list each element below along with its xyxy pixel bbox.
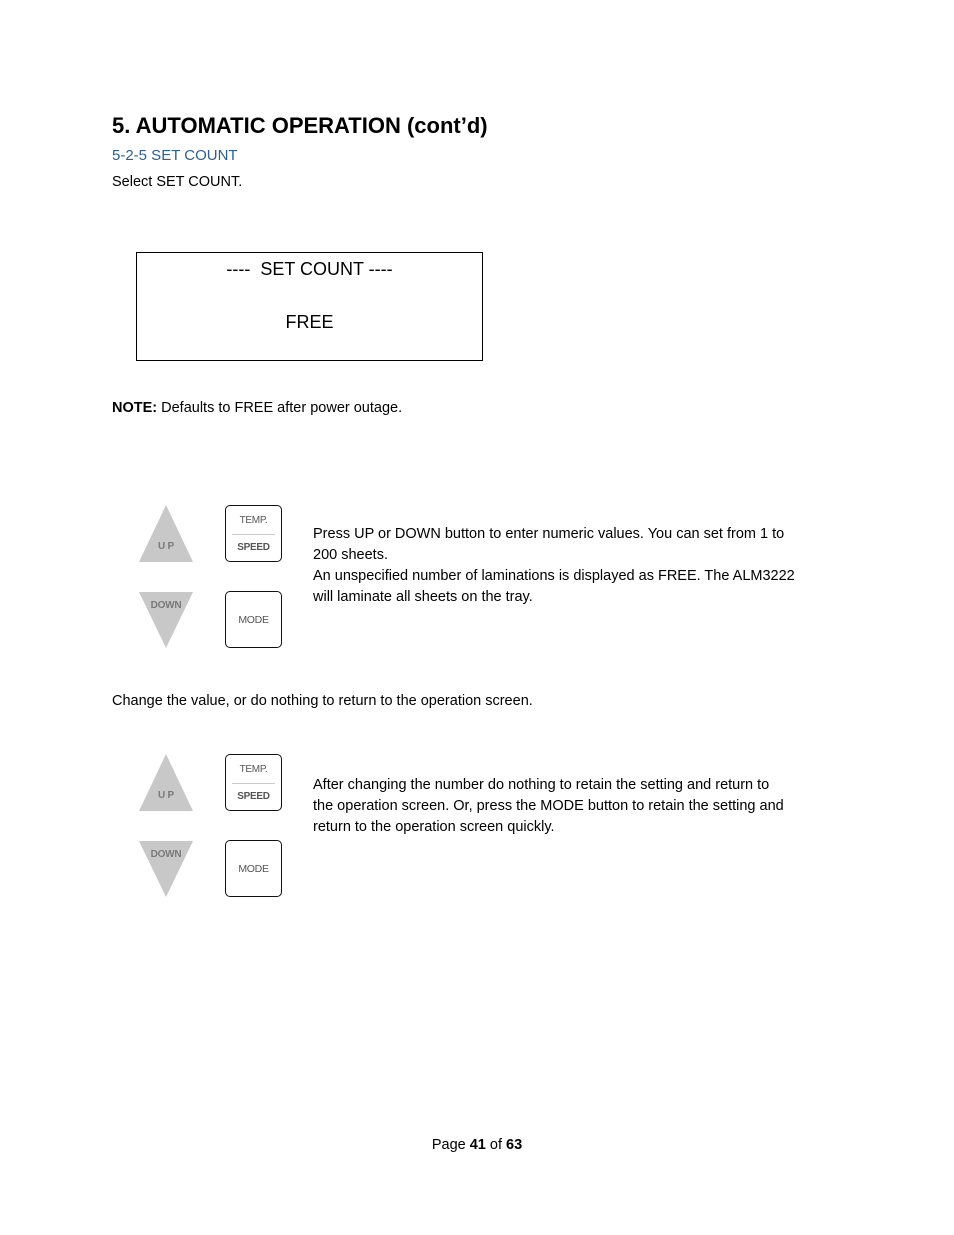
control-panel-illustration-2 (136, 752, 296, 902)
up-arrow-icon (136, 752, 196, 814)
note-label: NOTE: (112, 400, 158, 416)
page-prefix: Page (431, 1137, 470, 1153)
temp-label: TEMP. (239, 764, 268, 775)
note-text: Defaults to FREE after power outage. (157, 400, 403, 416)
up-button-label: U P (157, 790, 175, 801)
mode-button (225, 591, 282, 648)
section-heading: 5. AUTOMATIC OPERATION (cont’d) (112, 113, 488, 138)
instruction-text-1 (313, 524, 853, 608)
temp-speed-button (225, 505, 282, 562)
instruction-2-line-1: After changing the number do nothing to retain the setting and return to (313, 777, 770, 793)
temp-label: TEMP. (239, 515, 268, 526)
page-footer (0, 1137, 954, 1153)
page-of: of (485, 1137, 507, 1153)
speed-label: SPEED (237, 791, 270, 802)
mode-label: MODE (238, 614, 269, 626)
down-button-label: DOWN (150, 849, 182, 860)
page-current: 41 (469, 1137, 486, 1153)
up-button-label: U P (157, 541, 175, 552)
subsection-heading: 5-2-5 SET COUNT (112, 147, 238, 164)
lcd-line-value: FREE (285, 312, 334, 332)
page-total: 63 (506, 1137, 523, 1153)
down-button-label: DOWN (150, 600, 182, 611)
middle-text: Change the value, or do nothing to return to the operation screen. (112, 693, 533, 709)
intro-text: Select SET COUNT. (112, 174, 243, 190)
temp-speed-button (225, 754, 282, 811)
instruction-1-line-4: will laminate all sheets on the tray. (313, 589, 533, 605)
mode-label: MODE (238, 863, 269, 875)
instruction-text-2 (313, 775, 853, 838)
instruction-2-line-3: return to the operation screen quickly. (313, 819, 555, 835)
speed-label: SPEED (237, 542, 270, 553)
mode-button (225, 840, 282, 897)
lcd-display (136, 252, 483, 361)
lcd-line-title: ---- SET COUNT ---- (226, 259, 393, 279)
instruction-1-line-3: An unspecified number of laminations is displayed as FREE. The ALM3222 (313, 568, 795, 584)
instruction-2-line-2: the operation screen. Or, press the MODE button to retain the setting and (313, 798, 784, 814)
up-arrow-icon (136, 503, 196, 565)
control-panel-illustration (136, 503, 296, 653)
instruction-1-line-2: 200 sheets. (313, 547, 388, 563)
instruction-1-line-1: Press UP or DOWN button to enter numeric values. You can set from 1 to (313, 526, 785, 542)
note (112, 398, 402, 419)
